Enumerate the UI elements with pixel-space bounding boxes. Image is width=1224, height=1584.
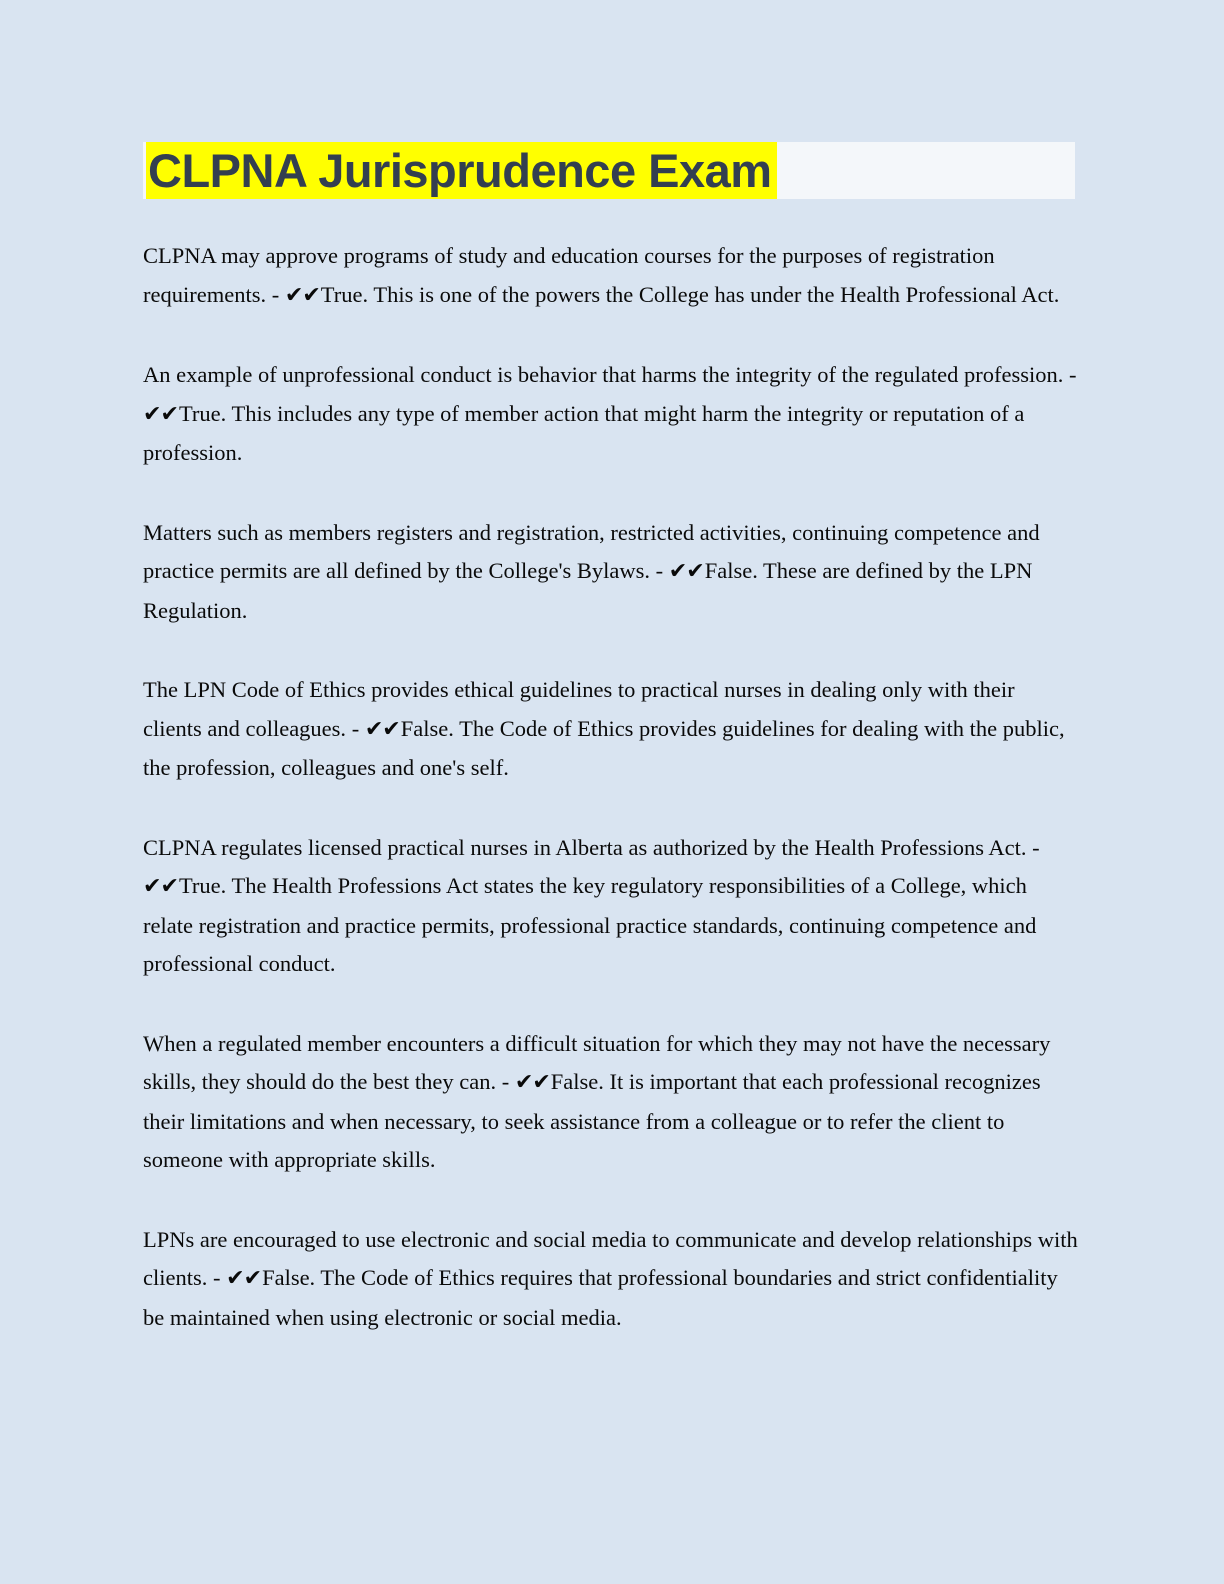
qa-answer: False. The Code of Ethics requires that professional boundaries and strict confidentiality be maintained when using electronic or social media. (143, 1265, 1058, 1330)
qa-question: When a regulated member encounters a difficult situation for which they may not have the necessary skills, they should do the best they can. (143, 1030, 1051, 1094)
page-title: CLPNA Jurisprudence Exam (146, 142, 777, 199)
qa-paragraph (143, 1221, 1079, 1338)
double-checkmark-icon: ✔✔ (284, 282, 320, 308)
double-checkmark-icon: ✔✔ (364, 716, 400, 742)
qa-separator: - (207, 1265, 227, 1290)
double-checkmark-icon: ✔✔ (514, 1070, 550, 1095)
double-checkmark-icon: ✔✔ (226, 1266, 262, 1291)
qa-question: LPNs are encouraged to use electronic and social media to communicate and develop relationships with clients. (143, 1226, 1078, 1290)
qa-answer: True. This is one of the powers the College has under the Health Professional Act. (320, 281, 1060, 307)
qa-answer: False. The Code of Ethics provides guidelines for dealing with the public, the profession, colleagues and one's self. (143, 715, 1065, 780)
qa-separator: - (1026, 834, 1040, 860)
qa-paragraph (143, 1025, 1079, 1180)
qa-separator: - (496, 1069, 515, 1094)
qa-separator: - (266, 281, 285, 307)
qa-answer: True. This includes any type of member action that might harm the integrity or reputation of a profession. (143, 400, 1025, 465)
qa-paragraph (143, 514, 1079, 631)
qa-paragraph (143, 829, 1079, 984)
qa-answer: False. These are defined by the LPN Regulation. (143, 558, 1033, 623)
double-checkmark-icon: ✔✔ (143, 874, 178, 899)
double-checkmark-icon: ✔✔ (143, 401, 178, 427)
qa-answer: True. The Health Professions Act states the key regulatory responsibilities of a College, which relate registration and practice permits, professional practice standards, continuing competence and professional conduct. (143, 873, 1037, 976)
qa-question: An example of unprofessional conduct is behavior that harms the integrity of the regulated profession. (143, 362, 1064, 387)
qa-answer: False. It is important that each professional recognizes their limitations and when necessary, to seek assistance from a colleague or to refer the client to someone with appropriate skills. (143, 1069, 1041, 1172)
page-content (143, 142, 1079, 1378)
qa-question: Matters such as members registers and registration, restricted activities, continuing competence and practice permits are all defined by the College's Bylaws. (143, 519, 1040, 583)
qa-question: CLPNA regulates licensed practical nurses in Alberta as authorized by the Health Professions Act. (143, 834, 1027, 860)
qa-paragraph (143, 237, 1079, 315)
double-checkmark-icon: ✔✔ (668, 559, 704, 584)
qa-paragraph (143, 671, 1079, 788)
page-title-strip (143, 142, 1075, 199)
qa-list (143, 237, 1079, 1337)
qa-question: CLPNA may approve programs of study and education courses for the purposes of registration requirements. (143, 243, 995, 307)
qa-paragraph (143, 356, 1079, 473)
qa-separator: - (1063, 362, 1077, 387)
qa-question: The LPN Code of Ethics provides ethical guidelines to practical nurses in dealing only with their clients and colleagues. (143, 677, 1015, 741)
qa-separator: - (346, 715, 365, 741)
qa-separator: - (650, 558, 669, 583)
